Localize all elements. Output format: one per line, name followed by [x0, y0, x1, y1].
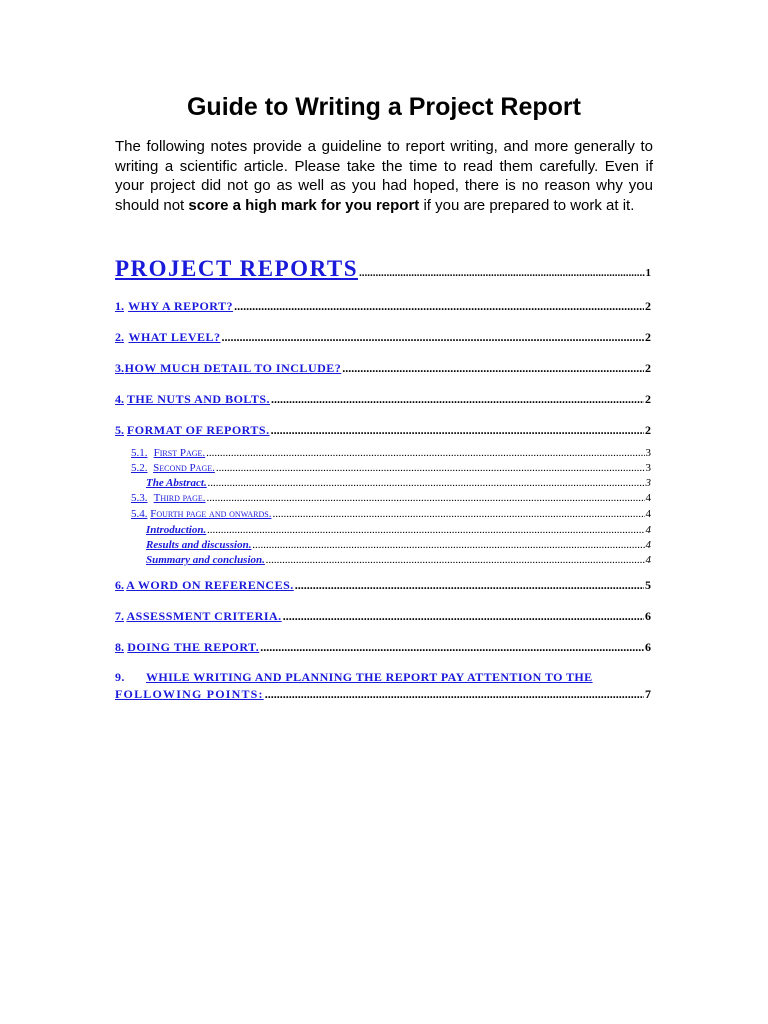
toc-leader-dots — [266, 554, 645, 566]
toc-page-number: 4 — [645, 539, 651, 551]
toc-page-number: 6 — [645, 609, 651, 623]
toc-sub-entry-introduction[interactable] — [146, 524, 651, 536]
toc-entry-number[interactable]: 8. — [115, 640, 124, 654]
toc-heading[interactable] — [115, 256, 651, 282]
toc-entry-link[interactable]: A WORD ON REFERENCES. — [126, 578, 294, 592]
toc-entry-link[interactable]: The Abstract. — [146, 477, 207, 489]
toc-leader-dots — [208, 477, 645, 489]
toc-page-number: 7 — [645, 687, 651, 701]
toc-leader-dots — [222, 330, 644, 345]
toc-entry-8[interactable] — [115, 640, 651, 655]
toc-entry-link[interactable]: Summary and conclusion. — [146, 554, 265, 566]
toc-entry-1[interactable] — [115, 299, 651, 314]
toc-page-number: 3 — [645, 477, 651, 489]
toc-leader-dots — [260, 640, 644, 655]
toc-entry-link[interactable]: WHY A REPORT? — [128, 299, 234, 313]
toc-leader-dots — [216, 462, 645, 474]
toc-entry-link[interactable]: THE NUTS AND BOLTS. — [126, 392, 270, 406]
toc-page-number: 5 — [645, 578, 651, 592]
toc-page-number: 2 — [645, 423, 651, 437]
toc-entry-number[interactable]: 9. — [115, 670, 125, 684]
toc-sub-entry-summary[interactable] — [146, 554, 651, 566]
intro-text-start: The following notes provide a guideline to report writing, and more generally to writing a scientific article. Please take the time to read them carefully. Even if your project did not go as well as you had hoped, there is no reason why you should not — [115, 138, 653, 214]
toc-leader-dots — [207, 492, 645, 504]
toc-entry-number[interactable]: 4. — [115, 392, 124, 406]
toc-leader-dots — [283, 609, 644, 624]
toc-entry-2[interactable] — [115, 330, 651, 345]
toc-entry-link[interactable]: Second Page. — [153, 462, 215, 474]
toc-entry-4[interactable] — [115, 392, 651, 407]
toc-entry-link[interactable]: DOING THE REPORT. — [127, 640, 260, 654]
toc-page-number: 4 — [645, 508, 651, 520]
toc-entry-link[interactable]: FORMAT OF REPORTS. — [126, 423, 270, 437]
toc-entry-number[interactable]: 1. — [115, 299, 124, 313]
toc-page-number: 2 — [645, 392, 651, 406]
toc-sub-entry-5-1[interactable] — [131, 447, 651, 459]
toc-sub-entry-abstract[interactable] — [146, 477, 651, 489]
toc-leader-dots — [207, 524, 644, 536]
toc-leader-dots — [295, 578, 644, 593]
toc-sub-entry-results[interactable] — [146, 539, 651, 551]
toc-page-number: 6 — [645, 640, 651, 654]
toc-leader-dots — [342, 361, 644, 376]
toc-entry-link[interactable]: ASSESSMENT CRITERIA. — [126, 609, 282, 623]
toc-entry-link[interactable]: Third page. — [153, 492, 206, 504]
toc-sub-entry-5-3[interactable] — [131, 492, 651, 504]
toc-sub-entry-5-4[interactable] — [131, 508, 651, 520]
toc-page-number: 4 — [645, 554, 651, 566]
toc-entry-9-line1[interactable] — [115, 670, 651, 685]
toc-entry-number[interactable]: 5. — [115, 423, 124, 437]
toc-leader-dots — [272, 508, 644, 520]
toc-page-number: 2 — [645, 361, 651, 375]
toc-entry-link-continued[interactable]: FOLLOWING POINTS: — [115, 687, 264, 701]
toc-entry-9-line2[interactable] — [115, 687, 651, 702]
page-title: Guide to Writing a Project Report — [186, 93, 581, 121]
toc-entry-link[interactable]: HOW MUCH DETAIL TO INCLUDE? — [124, 361, 342, 375]
toc-entry-number[interactable]: 5.2. — [131, 462, 148, 474]
toc-entry-link[interactable]: Results and discussion. — [146, 539, 252, 551]
toc-leader-dots — [206, 447, 644, 459]
toc-entry-link[interactable]: WHILE WRITING AND PLANNING THE REPORT PAY ATTENTION TO THE — [146, 670, 593, 684]
toc-entry-5[interactable] — [115, 423, 651, 438]
toc-entry-number[interactable]: 3. — [115, 361, 124, 375]
toc-leader-dots — [359, 267, 645, 279]
toc-leader-dots — [271, 423, 644, 438]
toc-page-number: 3 — [645, 447, 651, 459]
toc-entry-link[interactable]: Introduction. — [146, 524, 207, 536]
toc-entry-6[interactable] — [115, 578, 651, 593]
intro-text-end: if you are prepared to work at it. — [419, 196, 635, 214]
toc-entry-number[interactable]: 7. — [115, 609, 124, 623]
toc-page-number: 1 — [645, 267, 651, 279]
toc-sub-entry-5-2[interactable] — [131, 462, 651, 474]
toc-entry-link[interactable]: Fourth page and onwards. — [150, 508, 272, 520]
toc-leader-dots — [234, 299, 644, 314]
toc-page-number: 4 — [645, 492, 651, 504]
intro-paragraph — [115, 137, 653, 215]
toc-page-number: 2 — [645, 330, 651, 344]
toc-entry-link[interactable]: WHAT LEVEL? — [128, 330, 221, 344]
toc-leader-dots — [271, 392, 644, 407]
toc-entry-number[interactable]: 5.4. — [131, 508, 148, 520]
toc-entry-link[interactable]: First Page. — [153, 447, 206, 459]
toc-entry-number[interactable]: 2. — [115, 330, 124, 344]
toc-entry-3[interactable] — [115, 361, 651, 376]
toc-entry-number[interactable]: 5.1. — [131, 447, 148, 459]
toc-leader-dots — [265, 687, 644, 702]
toc-heading-link[interactable]: PROJECT REPORTS — [115, 256, 358, 281]
toc-entry-7[interactable] — [115, 609, 651, 624]
toc-entry-9[interactable] — [115, 670, 651, 702]
toc-page-number: 3 — [645, 462, 651, 474]
toc-page-number: 4 — [645, 524, 651, 536]
toc-entry-number[interactable]: 5.3. — [131, 492, 148, 504]
toc-entry-number[interactable]: 6. — [115, 578, 124, 592]
toc-leader-dots — [252, 539, 644, 551]
intro-bold-text: score a high mark for you report — [188, 196, 420, 214]
toc-page-number: 2 — [645, 299, 651, 313]
